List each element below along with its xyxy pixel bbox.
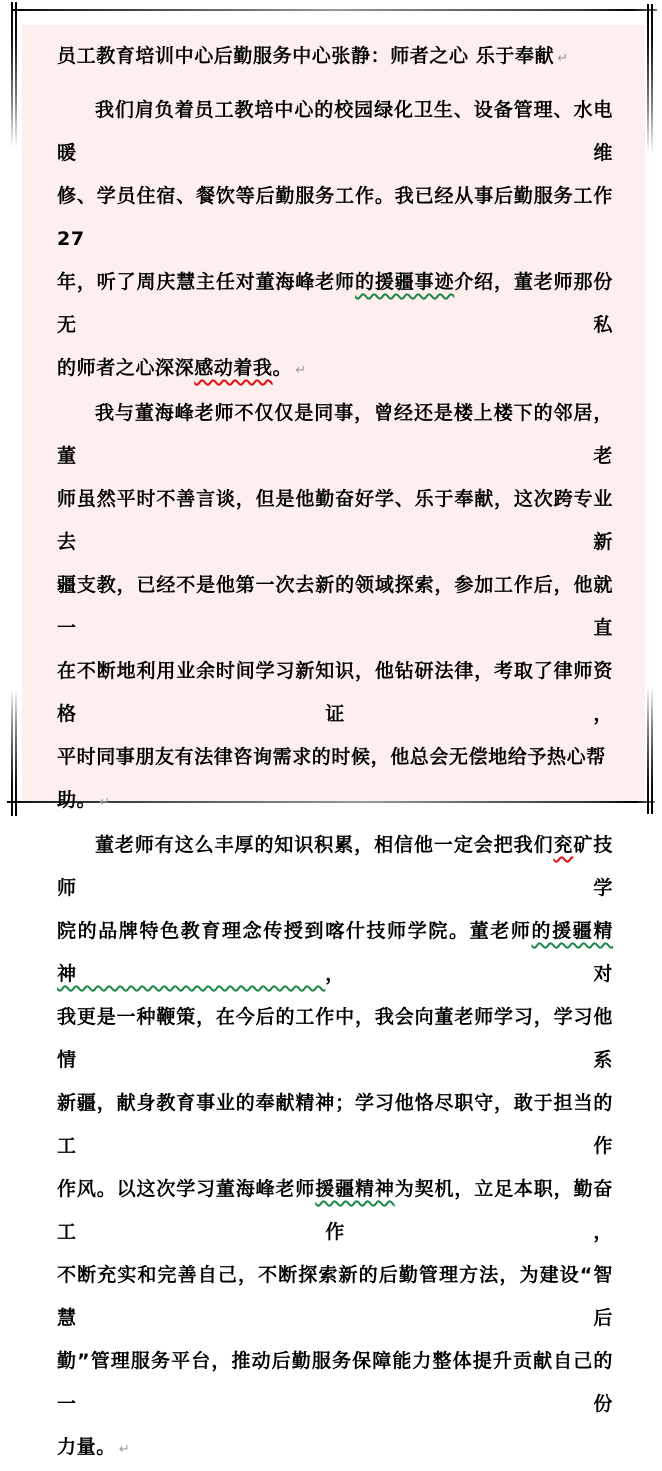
text-line [57, 1082, 613, 1168]
paragraph-3 [57, 824, 613, 1471]
text-line [57, 564, 613, 650]
text-line [57, 261, 613, 347]
text-line [57, 175, 613, 261]
text-line [57, 736, 613, 824]
text-run: 修、学员住宿、餐饮等后勤服务工作。我已经从事后勤服务工作 27 [57, 185, 613, 250]
text-run: 新疆，献身教育事业的奉献精神；学习他恪尽职守，敢于担当的工作 [57, 1092, 613, 1157]
text-line [57, 1254, 613, 1340]
paragraph-mark: ↵ [99, 795, 111, 810]
paragraph-mark: ↵ [557, 51, 569, 66]
text-run: 作风。以这次学习董海峰老师 [57, 1178, 316, 1200]
text-run: 我更是一种鞭策，在今后的工作中，我会向董老师学习，学习他情系 [57, 1006, 613, 1071]
text-run: 为契机，立足本职，勤奋工作， [57, 1178, 613, 1243]
frame-left-outer-line-bottom [11, 688, 13, 816]
document-body[interactable] [57, 35, 613, 1471]
text-line [57, 1340, 613, 1426]
text-run: 师虽然平时不善言谈，但是他勤奋好学、乐于奉献，这次跨专业去新 [57, 488, 613, 553]
spelling-flagged-text: 感动着我 [194, 357, 273, 379]
text-run: 不断充实和完善自己，不断探索新的后勤管理方法，为建设“智慧后 [57, 1264, 613, 1329]
text-line [57, 1426, 613, 1471]
paragraph-2 [57, 392, 613, 824]
paragraph-mark: ↵ [118, 1442, 130, 1457]
frame-top-line [13, 9, 657, 11]
text-run: 在不断地利用业余时间学习新知识，他钻研法律，考取了律师资格证， [57, 660, 613, 725]
text-run: 我们肩负着员工教培中心的校园绿化卫生、设备管理、水电暖维 [57, 99, 613, 164]
text-line [57, 996, 613, 1082]
text-run: 董老师有这么丰厚的知识积累，相信他一定会把我们 [95, 834, 554, 856]
text-line [57, 478, 613, 564]
text-line [57, 824, 613, 910]
text-line [57, 910, 613, 996]
text-run: 我与董海峰老师不仅仅是同事，曾经还是楼上楼下的邻居，董老 [57, 402, 613, 467]
text-line [57, 1168, 613, 1254]
text-line [57, 89, 613, 175]
text-run: 。 [272, 357, 293, 379]
spelling-flagged-text: 兖 [553, 834, 574, 856]
frame-right-outer-line-top [651, 4, 653, 154]
text-run: 矿技师学 [57, 834, 613, 899]
paragraph-1 [57, 89, 613, 392]
frame-left-inner-line-top [15, 2, 17, 148]
frame-left-outer-line-top [11, 2, 13, 148]
text-line [57, 392, 613, 478]
text-line [57, 650, 613, 736]
text-run: 员工教育培训中心后勤服务中心张静：师者之心 乐于奉献 [57, 45, 555, 67]
text-run: 的师者之心深深 [57, 357, 195, 379]
text-run: 介绍，董老师那份无私 [57, 271, 613, 336]
text-run: 平时同事朋友有法律咨询需求的时候，他总会无偿地给予热心帮助。 [57, 746, 606, 811]
grammar-flagged-text: 援疆精神 [315, 1178, 395, 1200]
text-run: 年，听了周庆慧主任对董海峰老师 [57, 271, 355, 293]
frame-right-inner-line-top [647, 4, 649, 154]
frame-right-outer-line-bottom [651, 686, 653, 814]
document-page [22, 25, 645, 1458]
text-run: 疆支教，已经不是他第一次去新的领域探索，参加工作后，他就一直 [57, 574, 613, 639]
grammar-flagged-text: 的援疆精神 [57, 920, 613, 985]
text-line [57, 347, 613, 392]
document-title [57, 35, 613, 80]
text-run: ，对 [325, 963, 613, 985]
text-run: 力量。 [57, 1436, 116, 1458]
text-run: 勤”管理服务平台，推动后勤服务保障能力整体提升贡献自己的一份 [57, 1350, 613, 1415]
grammar-flagged-text: 的援疆事迹 [354, 271, 455, 293]
frame-left-inner-line-bottom [15, 688, 17, 816]
paragraph-mark: ↵ [295, 363, 307, 378]
text-run: 院的品牌特色教育理念传授到喀什技师学院。董老师 [57, 920, 532, 942]
frame-right-inner-line-bottom [647, 686, 649, 814]
